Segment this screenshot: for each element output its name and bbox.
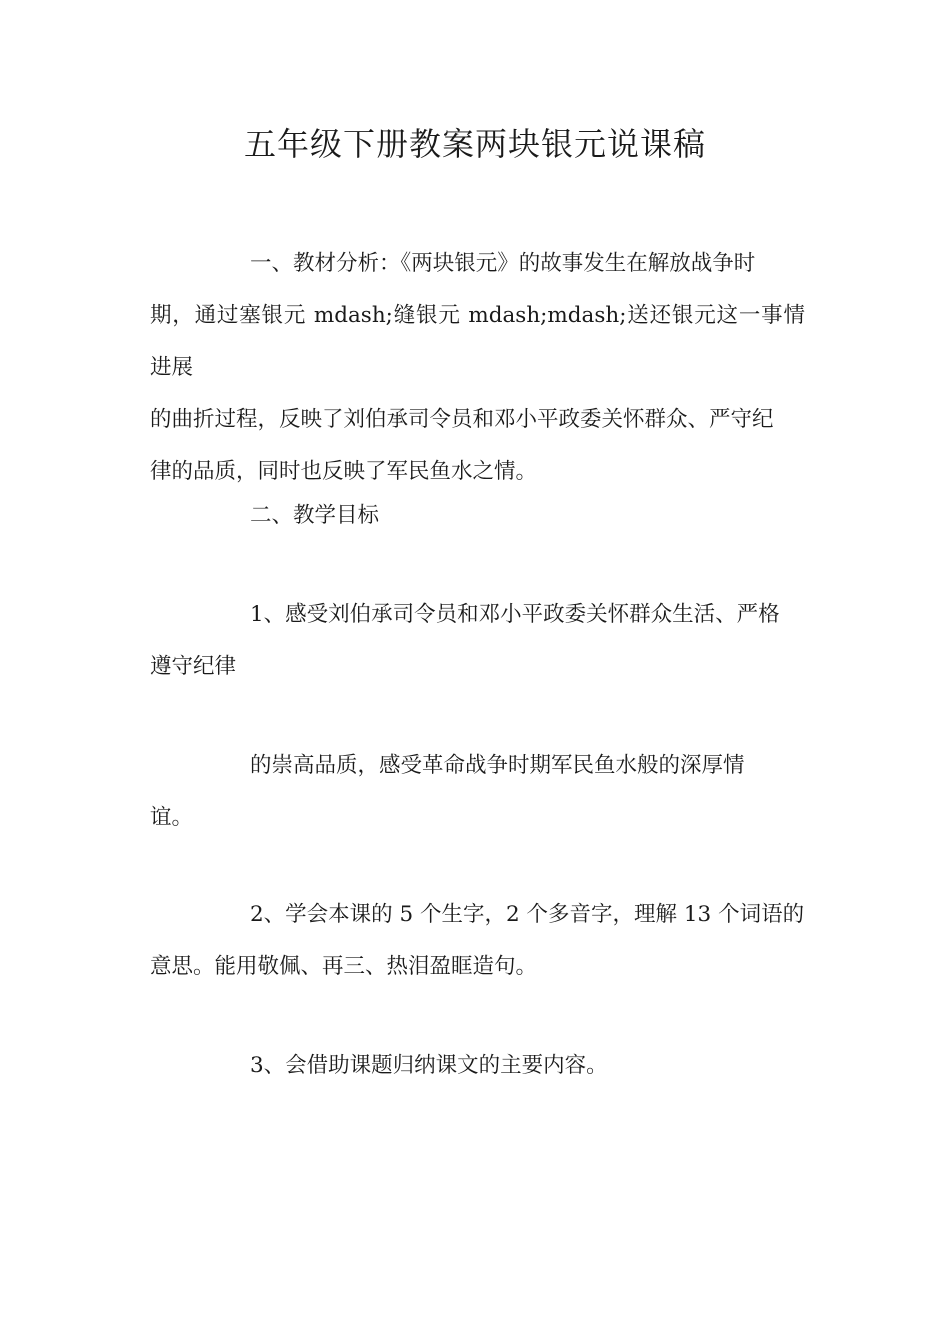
- paragraph-textbook-analysis: [150, 238, 805, 498]
- text-line: 1、感受刘伯承司令员和邓小平政委关怀群众生活、严格: [250, 602, 780, 627]
- paragraph-goal-2: [150, 889, 805, 993]
- paragraph-goal-1: [150, 589, 805, 693]
- text-line: 的曲折过程，反映了刘伯承司令员和邓小平政委关怀群众、严守纪: [150, 407, 774, 432]
- paragraph-goal-3: [150, 1040, 805, 1092]
- text-line: 律的品质，同时也反映了军民鱼水之情。: [150, 459, 538, 484]
- text-line: 期，通过塞银元 mdash;缝银元 mdash;mdash;送还银元这一事情进展: [150, 303, 805, 380]
- text-line: 二、教学目标: [250, 503, 380, 528]
- document-title: 五年级下册教案两块银元说课稿: [243, 125, 706, 163]
- text-line: 3、会借助课题归纳课文的主要内容。: [250, 1053, 608, 1078]
- text-line: 2、学会本课的 5 个生字，2 个多音字，理解 13 个词语的: [250, 902, 805, 927]
- text-line: 遵守纪律: [150, 654, 237, 679]
- text-line: 的崇高品质，感受革命战争时期军民鱼水般的深厚情: [250, 753, 745, 778]
- text-line: 一、教材分析：《两块银元》的故事发生在解放战争时: [250, 251, 756, 276]
- section-heading-teaching-goals: [150, 490, 805, 542]
- paragraph-goal-1-continued: [150, 740, 805, 844]
- text-line: 谊。: [150, 805, 194, 830]
- text-line: 意思。能用敬佩、再三、热泪盈眶造句。: [150, 954, 538, 979]
